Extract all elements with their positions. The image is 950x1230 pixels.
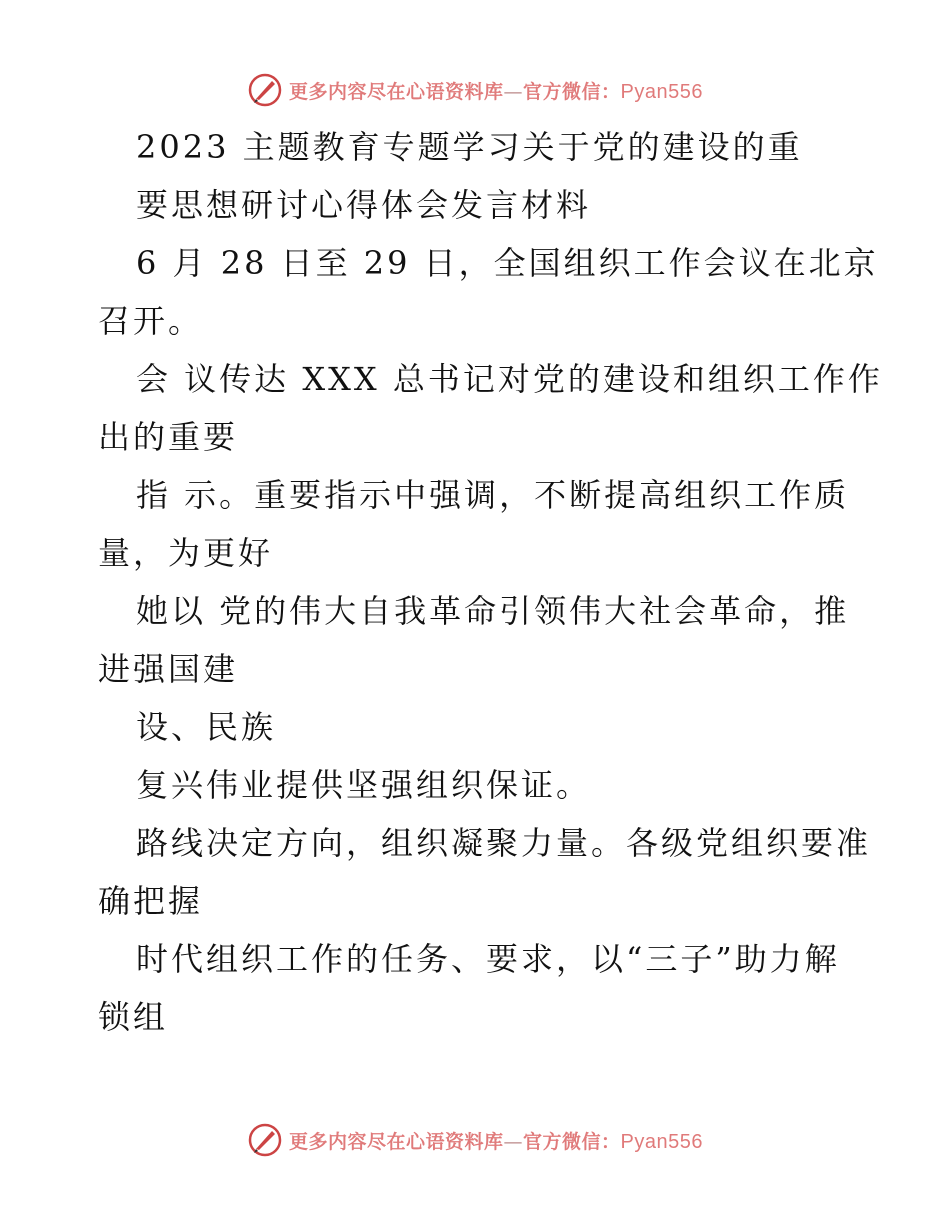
quill-pen-circle-icon xyxy=(247,1122,283,1158)
paragraph-line: 出的重要 xyxy=(98,418,239,456)
paragraph-line: 她以 党的伟大自我革命引领伟大社会革命，推 xyxy=(136,592,850,630)
paragraph-line: 设、民族 xyxy=(136,708,277,746)
paragraph-line: 确把握 xyxy=(98,882,204,920)
watermark-text: 更多内容尽在心语资料库—官方微信：Pyan556 xyxy=(289,80,703,103)
title-line-2: 要思想研讨心得体会发言材料 xyxy=(136,186,592,224)
paragraph-line: 6 月 28 日至 29 日，全国组织工作会议在北京 xyxy=(136,244,879,282)
paragraph-line: 召开。 xyxy=(98,302,204,340)
paragraph-line: 锁组 xyxy=(98,998,169,1036)
watermark-text: 更多内容尽在心语资料库—官方微信：Pyan556 xyxy=(289,1130,703,1153)
paragraph-line: 会 议传达 XXX 总书记对党的建设和组织工作作 xyxy=(136,360,883,398)
paragraph-line: 指 示。重要指示中强调，不断提高组织工作质 xyxy=(136,476,850,514)
paragraph-line: 复兴伟业提供坚强组织保证。 xyxy=(136,766,592,804)
footer-watermark xyxy=(0,1120,950,1160)
document-body xyxy=(98,118,883,1046)
paragraph-line: 进强国建 xyxy=(98,650,239,688)
paragraph-line: 时代组织工作的任务、要求，以“三子”助力解 xyxy=(136,940,840,978)
title-line-1: 2023 主题教育专题学习关于党的建设的重 xyxy=(136,128,803,166)
paragraph-line: 路线决定方向，组织凝聚力量。各级党组织要准 xyxy=(136,824,872,862)
paragraph-line: 量，为更好 xyxy=(98,534,274,572)
header-watermark xyxy=(0,70,950,110)
quill-pen-circle-icon xyxy=(247,72,283,108)
